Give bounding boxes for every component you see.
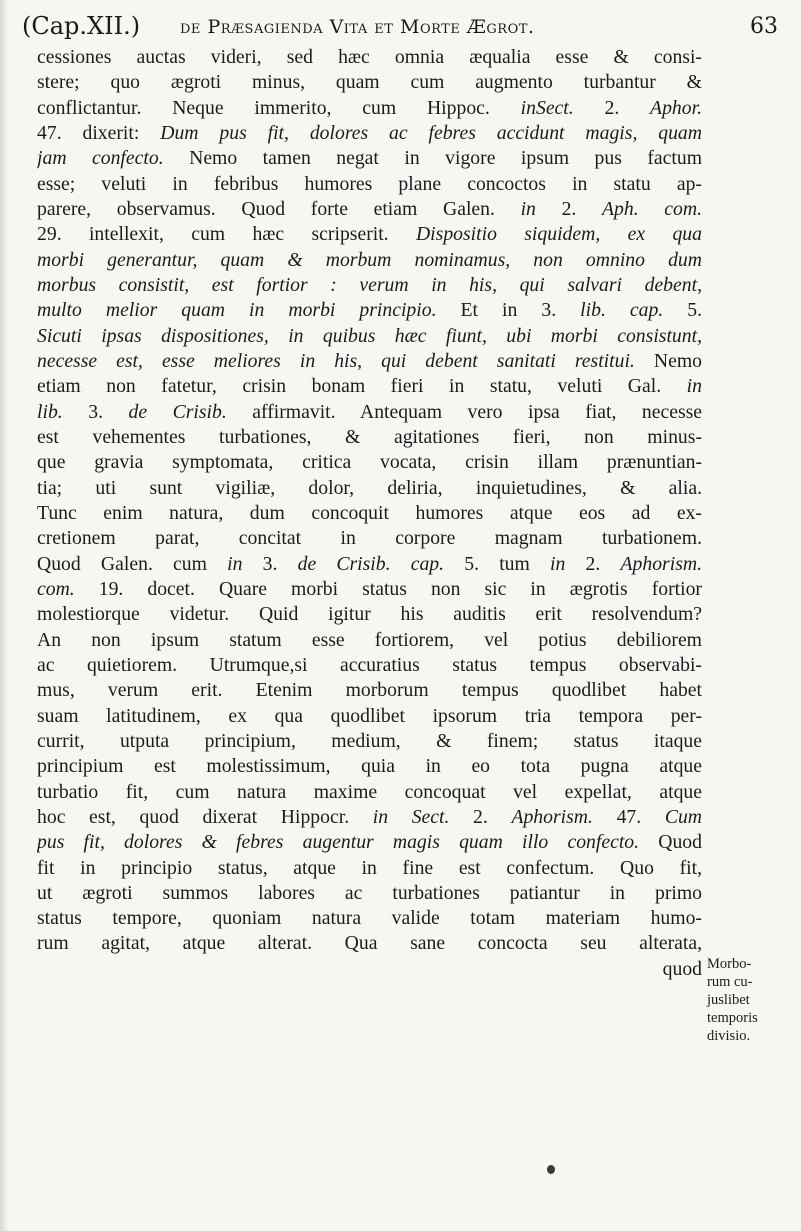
text-line: [37, 577, 702, 602]
italic-segment: Aphorism.: [511, 805, 593, 828]
text-segment: mus, verum erit. Etenim morborum tempus quodlibet habet: [37, 679, 702, 702]
text-line: [37, 197, 702, 222]
running-title: de Præsagienda Vita et Morte Ægrot.: [180, 16, 535, 38]
marginal-note-line: juslibet: [707, 992, 750, 1008]
italic-segment: Aph. com.: [601, 197, 702, 220]
text-line: [37, 248, 702, 273]
text-segment: conflictantur. Neque immerito, cum Hippoc.: [37, 96, 521, 119]
text-line: [37, 729, 702, 754]
text-segment: principium est molestissimum, quia in eo tota pugna atque: [37, 755, 702, 778]
text-line: [37, 450, 702, 475]
text-line: [37, 374, 702, 399]
text-segment: 2.: [449, 805, 512, 828]
text-segment: parere, observamus. Quod forte etiam Galen.: [37, 197, 521, 220]
text-segment: 5. tum: [444, 552, 551, 575]
marginal-note-line: Morbo-: [707, 956, 752, 972]
text-segment: hoc est, quod dixerat Hippocr.: [37, 805, 373, 828]
text-segment: Et in 3.: [436, 299, 581, 322]
text-line: [37, 324, 702, 349]
ink-spot: [547, 1165, 555, 1174]
text-segment: suam latitudinem, ex qua quodlibet ipsorum tria tempora per-: [37, 704, 702, 727]
text-line: [37, 45, 702, 70]
text-line: [37, 957, 702, 982]
italic-segment: de Crisib.: [128, 400, 227, 423]
italic-segment: com.: [37, 577, 75, 600]
text-line: [37, 172, 702, 197]
italic-segment: in Sect.: [372, 805, 450, 828]
text-line: [37, 298, 702, 323]
text-segment: Quod Galen. cum: [37, 552, 228, 575]
text-segment: An non ipsum statum esse fortiorem, vel potius debiliorem: [37, 628, 702, 651]
text-line: [37, 653, 702, 678]
italic-segment: morbus consistit, est fortior : verum in his, qui salvari debent,: [37, 273, 702, 296]
text-segment: 3.: [242, 552, 298, 575]
text-line: [37, 780, 702, 805]
text-segment: Tunc enim natura, dum concoquit humores atque eos ad ex-: [37, 501, 702, 524]
text-line: [37, 931, 702, 956]
text-line: [37, 526, 702, 551]
text-segment: currit, utputa principium, medium, & finem; status itaque: [37, 729, 702, 752]
text-segment: que gravia symptomata, critica vocata, crisin illam prænuntian-: [37, 451, 702, 474]
text-segment: fit in principio status, atque in fine est confectum. Quo fit,: [37, 856, 702, 879]
text-line: [37, 830, 702, 855]
text-line: [37, 400, 702, 425]
italic-segment: lib. cap.: [580, 299, 664, 322]
text-segment: etiam non fatetur, crisin bonam fieri in statu, veluti Gal.: [37, 375, 687, 398]
text-segment: ut ægroti summos labores ac turbationes patiantur in primo: [37, 881, 702, 904]
page-gutter-shadow: [0, 0, 8, 1231]
text-segment: 2.: [565, 552, 621, 575]
text-segment: ac quietiorem. Utrumque,si accuratius status tempus observabi-: [37, 653, 702, 676]
text-segment: 2.: [535, 197, 602, 220]
italic-segment: in: [520, 197, 536, 220]
text-line: [37, 476, 702, 501]
text-line: [37, 856, 702, 881]
text-segment: 2.: [573, 96, 651, 119]
chapter-reference: (Cap.XII.): [22, 12, 141, 40]
italic-segment: lib.: [37, 400, 63, 423]
text-line: [37, 146, 702, 171]
italic-segment: Aphor.: [650, 96, 702, 119]
text-segment: turbatio fit, cum natura maxime concoquat vel expellat, atque: [37, 780, 702, 803]
running-header: [22, 8, 778, 48]
italic-segment: in: [550, 552, 566, 575]
text-segment: esse; veluti in febribus humores plane concoctos in statu ap-: [37, 172, 702, 195]
text-line: [37, 881, 702, 906]
text-line: [37, 273, 702, 298]
text-segment: 47. dixerit:: [37, 121, 161, 144]
text-segment: status tempore, quoniam natura valide totam materiam humo-: [37, 907, 702, 930]
text-line: [37, 628, 702, 653]
text-line: [37, 754, 702, 779]
italic-segment: morbi generantur, quam & morbum nominamus, non omnino dum: [37, 248, 702, 271]
text-segment: 5.: [663, 299, 702, 322]
text-line: [37, 96, 702, 121]
italic-segment: Dispositio siquidem, ex qua: [415, 223, 702, 246]
text-line: [37, 602, 702, 627]
text-segment: 3.: [62, 400, 129, 423]
text-segment: Quod: [639, 831, 702, 854]
text-segment: Nemo: [634, 349, 702, 372]
text-line: [37, 501, 702, 526]
marginal-note-line: divisio.: [707, 1028, 751, 1044]
text-line: [37, 121, 702, 146]
italic-segment: Dum pus fit, dolores ac febres accidunt magis, quam: [160, 121, 702, 144]
text-line: [37, 906, 702, 931]
italic-segment: pus fit, dolores & febres augentur magis quam illo confecto.: [37, 831, 640, 854]
text-line: [37, 425, 702, 450]
italic-segment: de Crisib. cap.: [297, 552, 445, 575]
text-line: [37, 704, 702, 729]
text-segment: affirmavit. Antequam vero ipsa fiat, necesse: [226, 400, 702, 423]
text-segment: est vehementes turbationes, & agitationes fieri, non minus-: [37, 425, 702, 448]
text-line: [37, 552, 702, 577]
text-segment: rum agitat, atque alterat. Qua sane concocta seu alterata,: [37, 932, 702, 955]
text-line: [37, 349, 702, 374]
italic-segment: in: [686, 375, 702, 398]
text-segment: molestiorque videtur. Quid igitur his auditis erit resolvendum?: [37, 603, 702, 626]
text-segment: 47.: [592, 805, 665, 828]
text-segment: 19. docet. Quare morbi status non sic in ægrotis fortior: [74, 577, 702, 600]
text-line: [37, 222, 702, 247]
text-segment: cretionem parat, concitat in corpore magnam turbationem.: [37, 527, 702, 550]
text-line: [37, 805, 702, 830]
italic-segment: Aphorism.: [620, 552, 702, 575]
main-text-block: [37, 45, 702, 982]
page-number: 63: [750, 14, 778, 39]
text-segment: cessiones auctas videri, sed hæc omnia æqualia esse & consi-: [37, 46, 702, 68]
text-segment: quod: [662, 957, 702, 980]
italic-segment: Sicuti ipsas dispositiones, in quibus hæc fiunt, ubi morbi consistunt,: [37, 324, 702, 347]
italic-segment: inSect.: [520, 96, 574, 119]
italic-segment: necesse est, esse meliores in his, qui debent sanitati restitui.: [37, 349, 635, 372]
text-segment: Nemo tamen negat in vigore ipsum pus factum: [163, 147, 702, 170]
text-segment: 29. intellexit, cum hæc scripserit.: [37, 223, 416, 246]
italic-segment: in: [227, 552, 243, 575]
marginal-note-line: rum cu-: [707, 974, 753, 990]
text-segment: stere; quo ægroti minus, quam cum augmento turbantur &: [37, 71, 702, 94]
italic-segment: Cum: [664, 805, 702, 828]
text-line: [37, 70, 702, 95]
marginal-note: [707, 955, 787, 1045]
italic-segment: multo melior quam in morbi principio.: [37, 299, 437, 322]
italic-segment: jam confecto.: [37, 147, 164, 170]
text-segment: tia; uti sunt vigiliæ, dolor, deliria, inquietudines, & alia.: [37, 476, 702, 499]
marginal-note-line: temporis: [707, 1010, 758, 1026]
text-line: [37, 678, 702, 703]
